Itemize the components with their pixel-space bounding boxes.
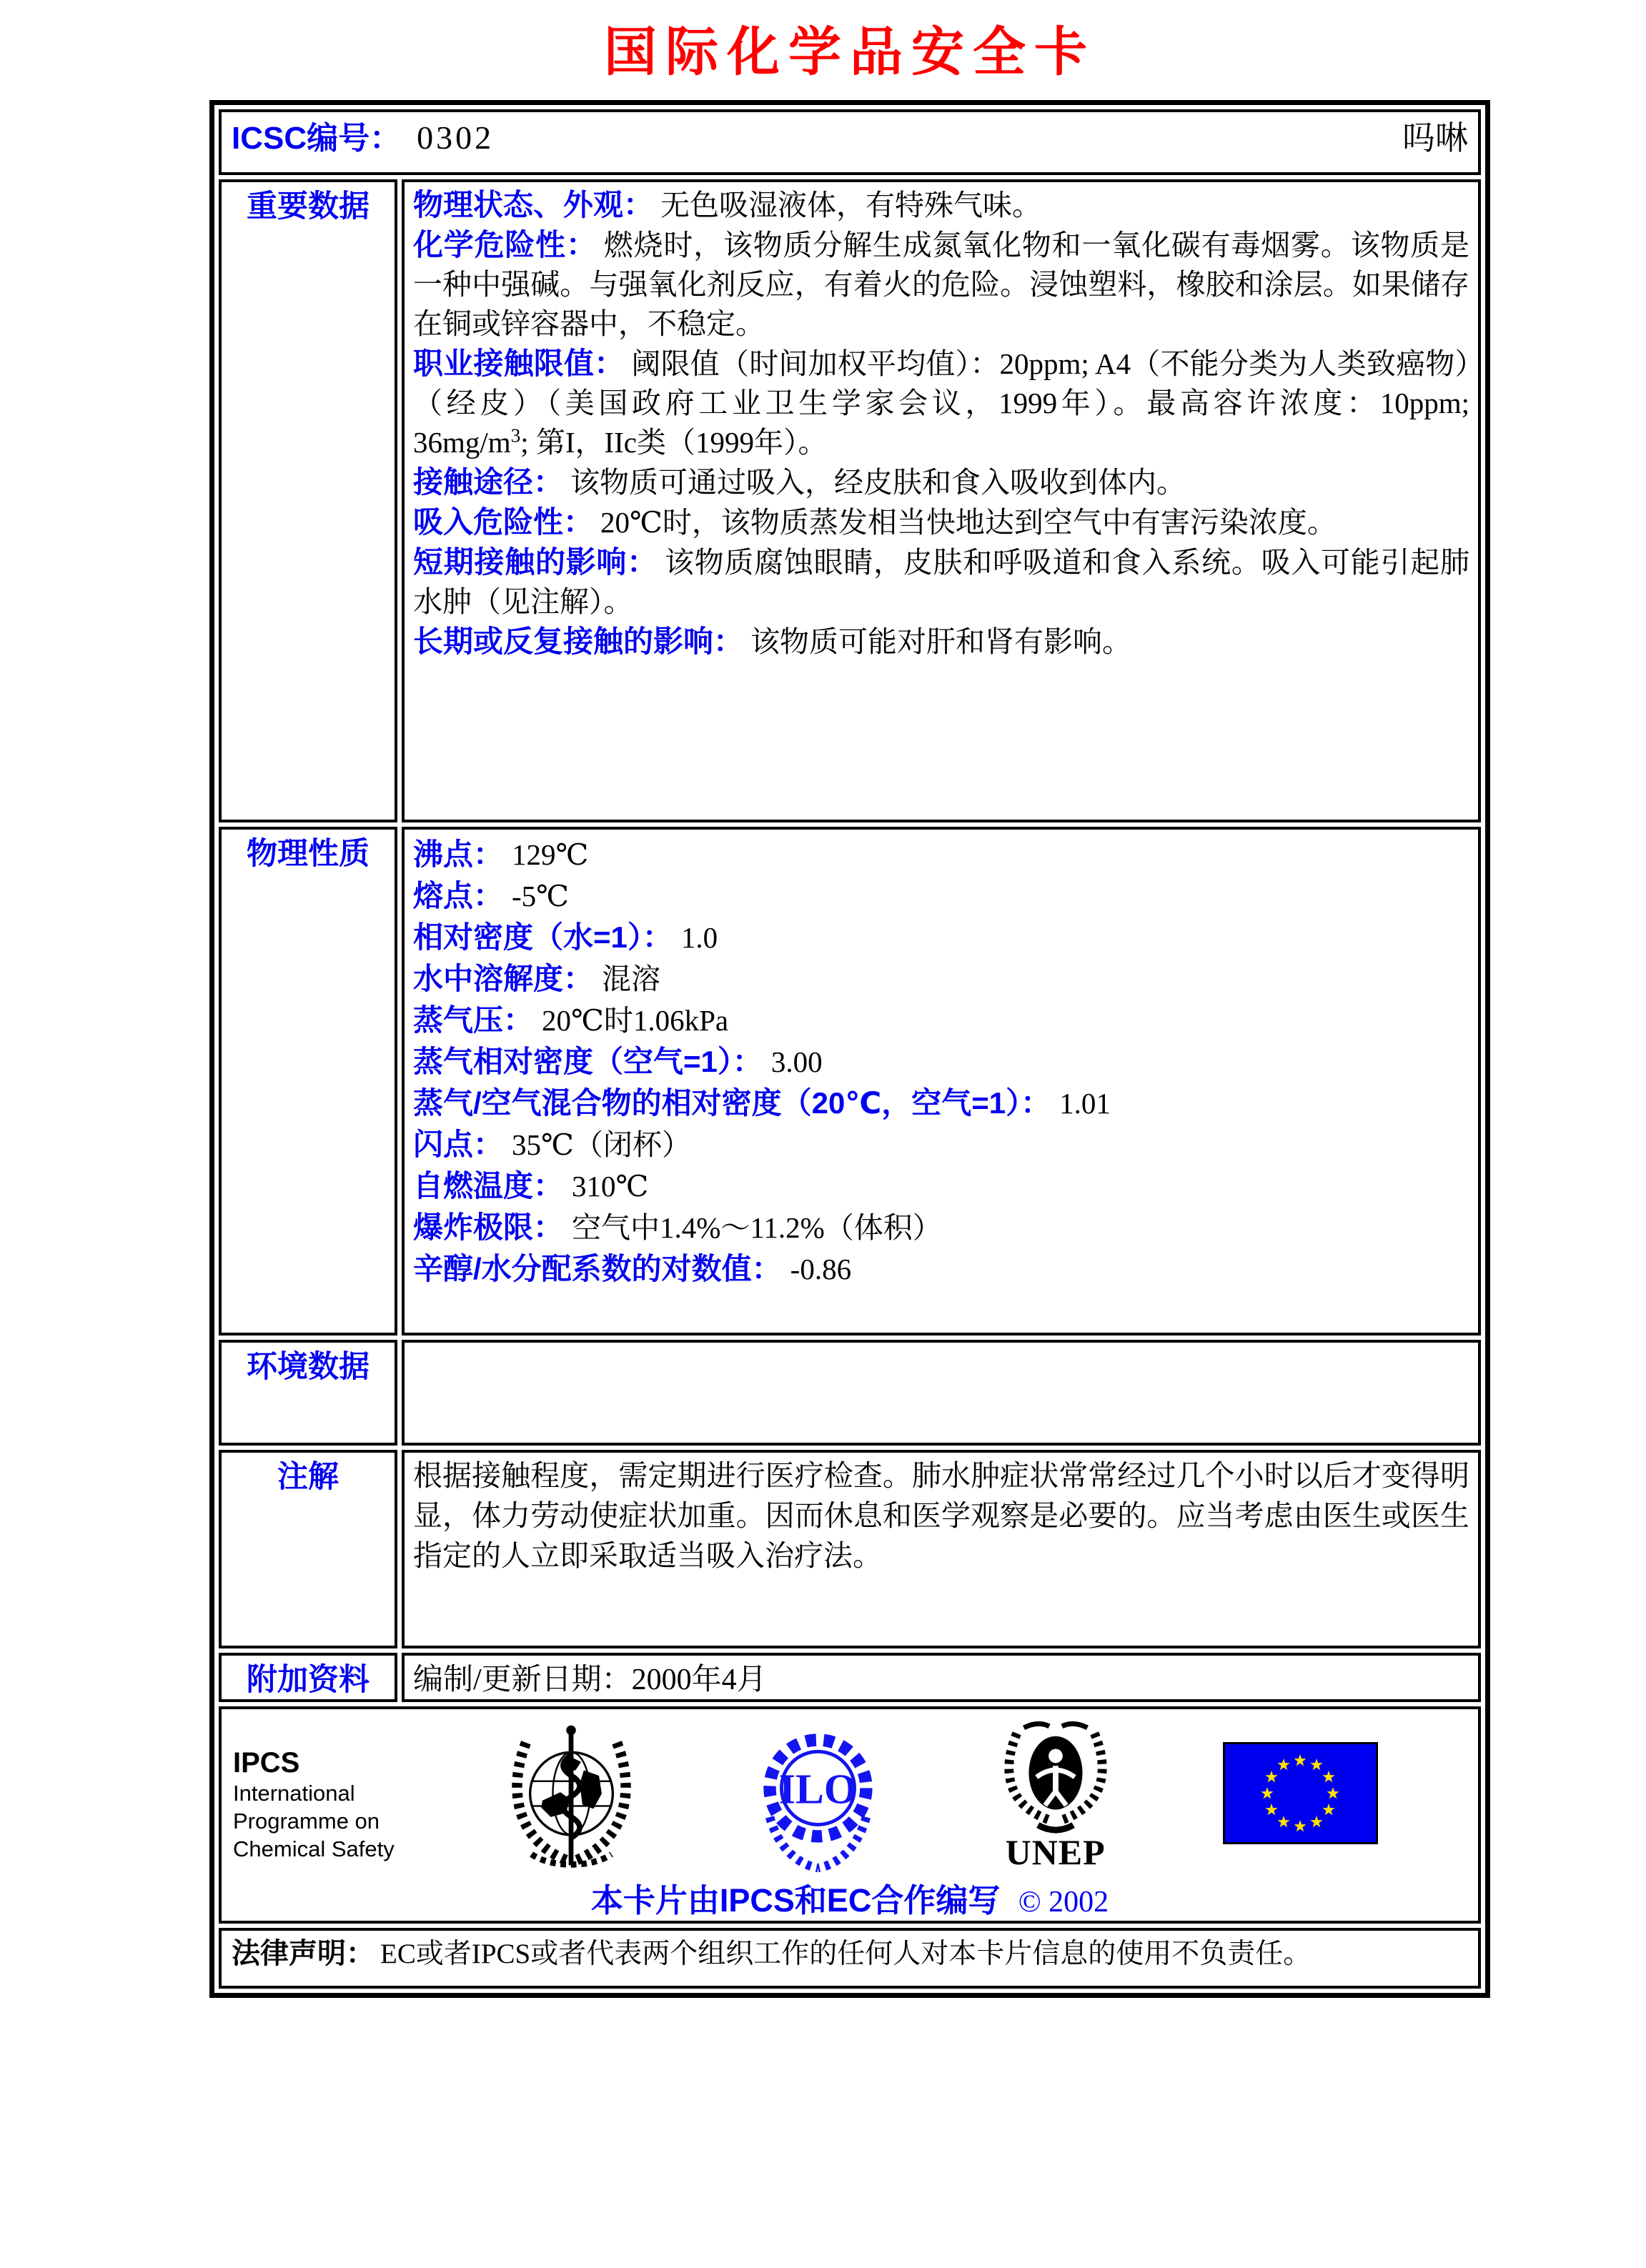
prop-autoignition-temperature [413,1165,1469,1207]
entry-label: 短期接触的影响： [413,545,658,579]
physical-properties-label: 物理性质 [247,837,370,871]
prop-value: 35℃（闭杯） [512,1128,691,1161]
entry-text: ; 第I，IIc类（1999年）。 [520,426,828,459]
card-grid [214,105,1485,1993]
prop-value: 310℃ [572,1170,649,1203]
copyright-text: © 2002 [1018,1886,1109,1919]
entry-text: 该物质可能对肝和肾有影响。 [750,625,1132,658]
prop-relative-density [413,917,1469,958]
notes-content [402,1450,1481,1648]
entry-text: 该物质可通过吸入，经皮肤和食入吸收到体内。 [570,466,1186,499]
important-data-label-cell [219,179,397,822]
legal-row [219,1928,1481,1989]
additional-info-content [402,1653,1481,1702]
prop-melting-point [413,875,1469,917]
notes-label: 注解 [277,1460,339,1494]
entry-long-term-effects [413,622,1469,662]
ilo-letters: ILO [779,1765,858,1813]
page-title: 国际化学品安全卡 [604,22,1096,81]
prop-label: 相对密度（水=1）： [413,920,673,954]
logos-row [219,1706,1481,1924]
prop-label: 沸点： [413,837,504,871]
chemical-name: 吗啉 [1402,120,1468,156]
unep-logo-icon [996,1721,1116,1835]
unep-word: UNEP [1005,1832,1106,1872]
prop-value: 3.00 [770,1045,823,1078]
ipcs-line-3: Chemical Safety [233,1836,395,1861]
prop-value: 20℃时1.06kPa [542,1004,729,1037]
entry-text: 该物质腐蚀眼睛，皮肤和呼吸道和食入系统。吸入可能引起肺水肿（见注解）。 [413,546,1469,618]
prop-octanol-water-partition [413,1248,1469,1290]
prop-water-solubility [413,958,1469,1000]
entry-text: 燃烧时，该物质分解生成氮氧化物和一氧化碳有毒烟雾。该物质是一种中强碱。与强氧化剂反应，有着火的危险。浸蚀塑料，橡胶和涂层。如果储存在铜或锌容器中，不稳定。 [413,229,1469,340]
notes-text: 根据接触程度，需定期进行医疗检查。肺水肿症状常常经过几个小时以后才变得明显，体力劳动使症状加重。因而休息和医学观察是必要的。应当考虑由医生或医生指定的人立即采取适当吸入治疗法。 [413,1459,1469,1572]
prop-label: 蒸气/空气混合物的相对密度（20℃，空气=1）： [413,1086,1051,1120]
caption-text: 本卡片由IPCS和EC合作编写 [590,1882,1001,1919]
entry-short-term-effects [413,542,1469,622]
prop-label: 熔点： [413,879,504,912]
entry-label: 化学危险性： [413,228,597,262]
notes-label-cell [219,1450,397,1648]
entry-text: 无色吸湿液体，有特殊气味。 [660,189,1042,222]
prop-label: 蒸气相对密度（空气=1）： [413,1045,763,1078]
superscript-3: 3 [510,424,521,447]
prop-vapour-density [413,1041,1469,1083]
prop-label: 自燃温度： [413,1169,564,1203]
legal-notice-label: 法律声明： [232,1938,375,1969]
important-data-content [402,179,1481,822]
prop-value: 空气中1.4%～11.2%（体积） [572,1211,942,1244]
ipcs-text-block [233,1746,395,1863]
physical-properties-content [402,827,1481,1336]
legal-notice-text: EC或者IPCS或者代表两个组织工作的任何人对本卡片信息的使用不负责任。 [380,1939,1312,1969]
icsc-number-value: 0302 [417,119,495,156]
entry-text: 20℃时，该物质蒸发相当快地达到空气中有害污染浓度。 [600,506,1337,539]
prop-value: -0.86 [790,1253,852,1285]
prop-label: 水中溶解度： [413,962,594,995]
environmental-data-content [402,1340,1481,1446]
prop-value: 混溶 [602,963,661,995]
icsc-number-label: ICSC编号： [232,121,402,156]
update-date-text: 编制/更新日期：2000年4月 [413,1663,767,1696]
entry-label: 接触途径： [413,465,564,499]
prop-boiling-point [413,834,1469,875]
cooperation-caption [229,1874,1471,1921]
entry-label: 职业接触限值： [413,347,625,380]
important-data-label: 重要数据 [247,189,370,224]
prop-flash-point [413,1124,1469,1165]
icsc-number-group [232,112,494,158]
who-logo-icon [502,1719,641,1872]
entry-text: 阈限值（时间加权平均值）：20ppm; A4（不能分类为人类致癌物）（经皮）（美国政府工业卫生学家会议，1999年）。最高容许浓度：10ppm; 36mg/m [413,347,1469,459]
entry-label: 物理状态、外观： [413,188,654,222]
prop-vapour-air-mixture-density [413,1083,1469,1124]
header-row [219,109,1481,175]
prop-value: 129℃ [512,838,589,871]
prop-label: 闪点： [413,1128,504,1161]
prop-value: -5℃ [512,880,570,912]
logos-strip [229,1714,1471,1872]
ilo-logo-icon [748,1719,888,1872]
prop-label: 爆炸极限： [413,1210,564,1244]
entry-occupational-exposure-limits [413,344,1469,462]
entry-chemical-dangers [413,225,1469,344]
safety-card-table [209,100,1490,1998]
entry-inhalation-risk [413,502,1469,542]
eu-flag-icon [1223,1742,1378,1844]
unep-logo-block [996,1721,1116,1871]
entry-label: 长期或反复接触的影响： [413,625,744,658]
entry-routes-of-exposure [413,462,1469,502]
prop-label: 辛醇/水分配系数的对数值： [413,1252,782,1285]
additional-info-label-cell [219,1653,397,1702]
prop-explosive-limits [413,1207,1469,1248]
environmental-data-label-cell [219,1340,397,1446]
entry-physical-state [413,185,1469,225]
environmental-data-label: 环境数据 [247,1350,370,1384]
ipcs-line-2: Programme on [233,1809,380,1834]
ipcs-acronym: IPCS [233,1747,300,1779]
entry-label: 吸入危险性： [413,505,594,539]
physical-properties-label-cell [219,827,397,1336]
prop-vapour-pressure [413,1000,1469,1041]
prop-label: 蒸气压： [413,1003,534,1037]
prop-value: 1.0 [680,921,718,954]
additional-info-label: 附加资料 [247,1663,370,1697]
prop-value: 1.01 [1059,1087,1111,1120]
ipcs-line-1: International [233,1781,355,1806]
